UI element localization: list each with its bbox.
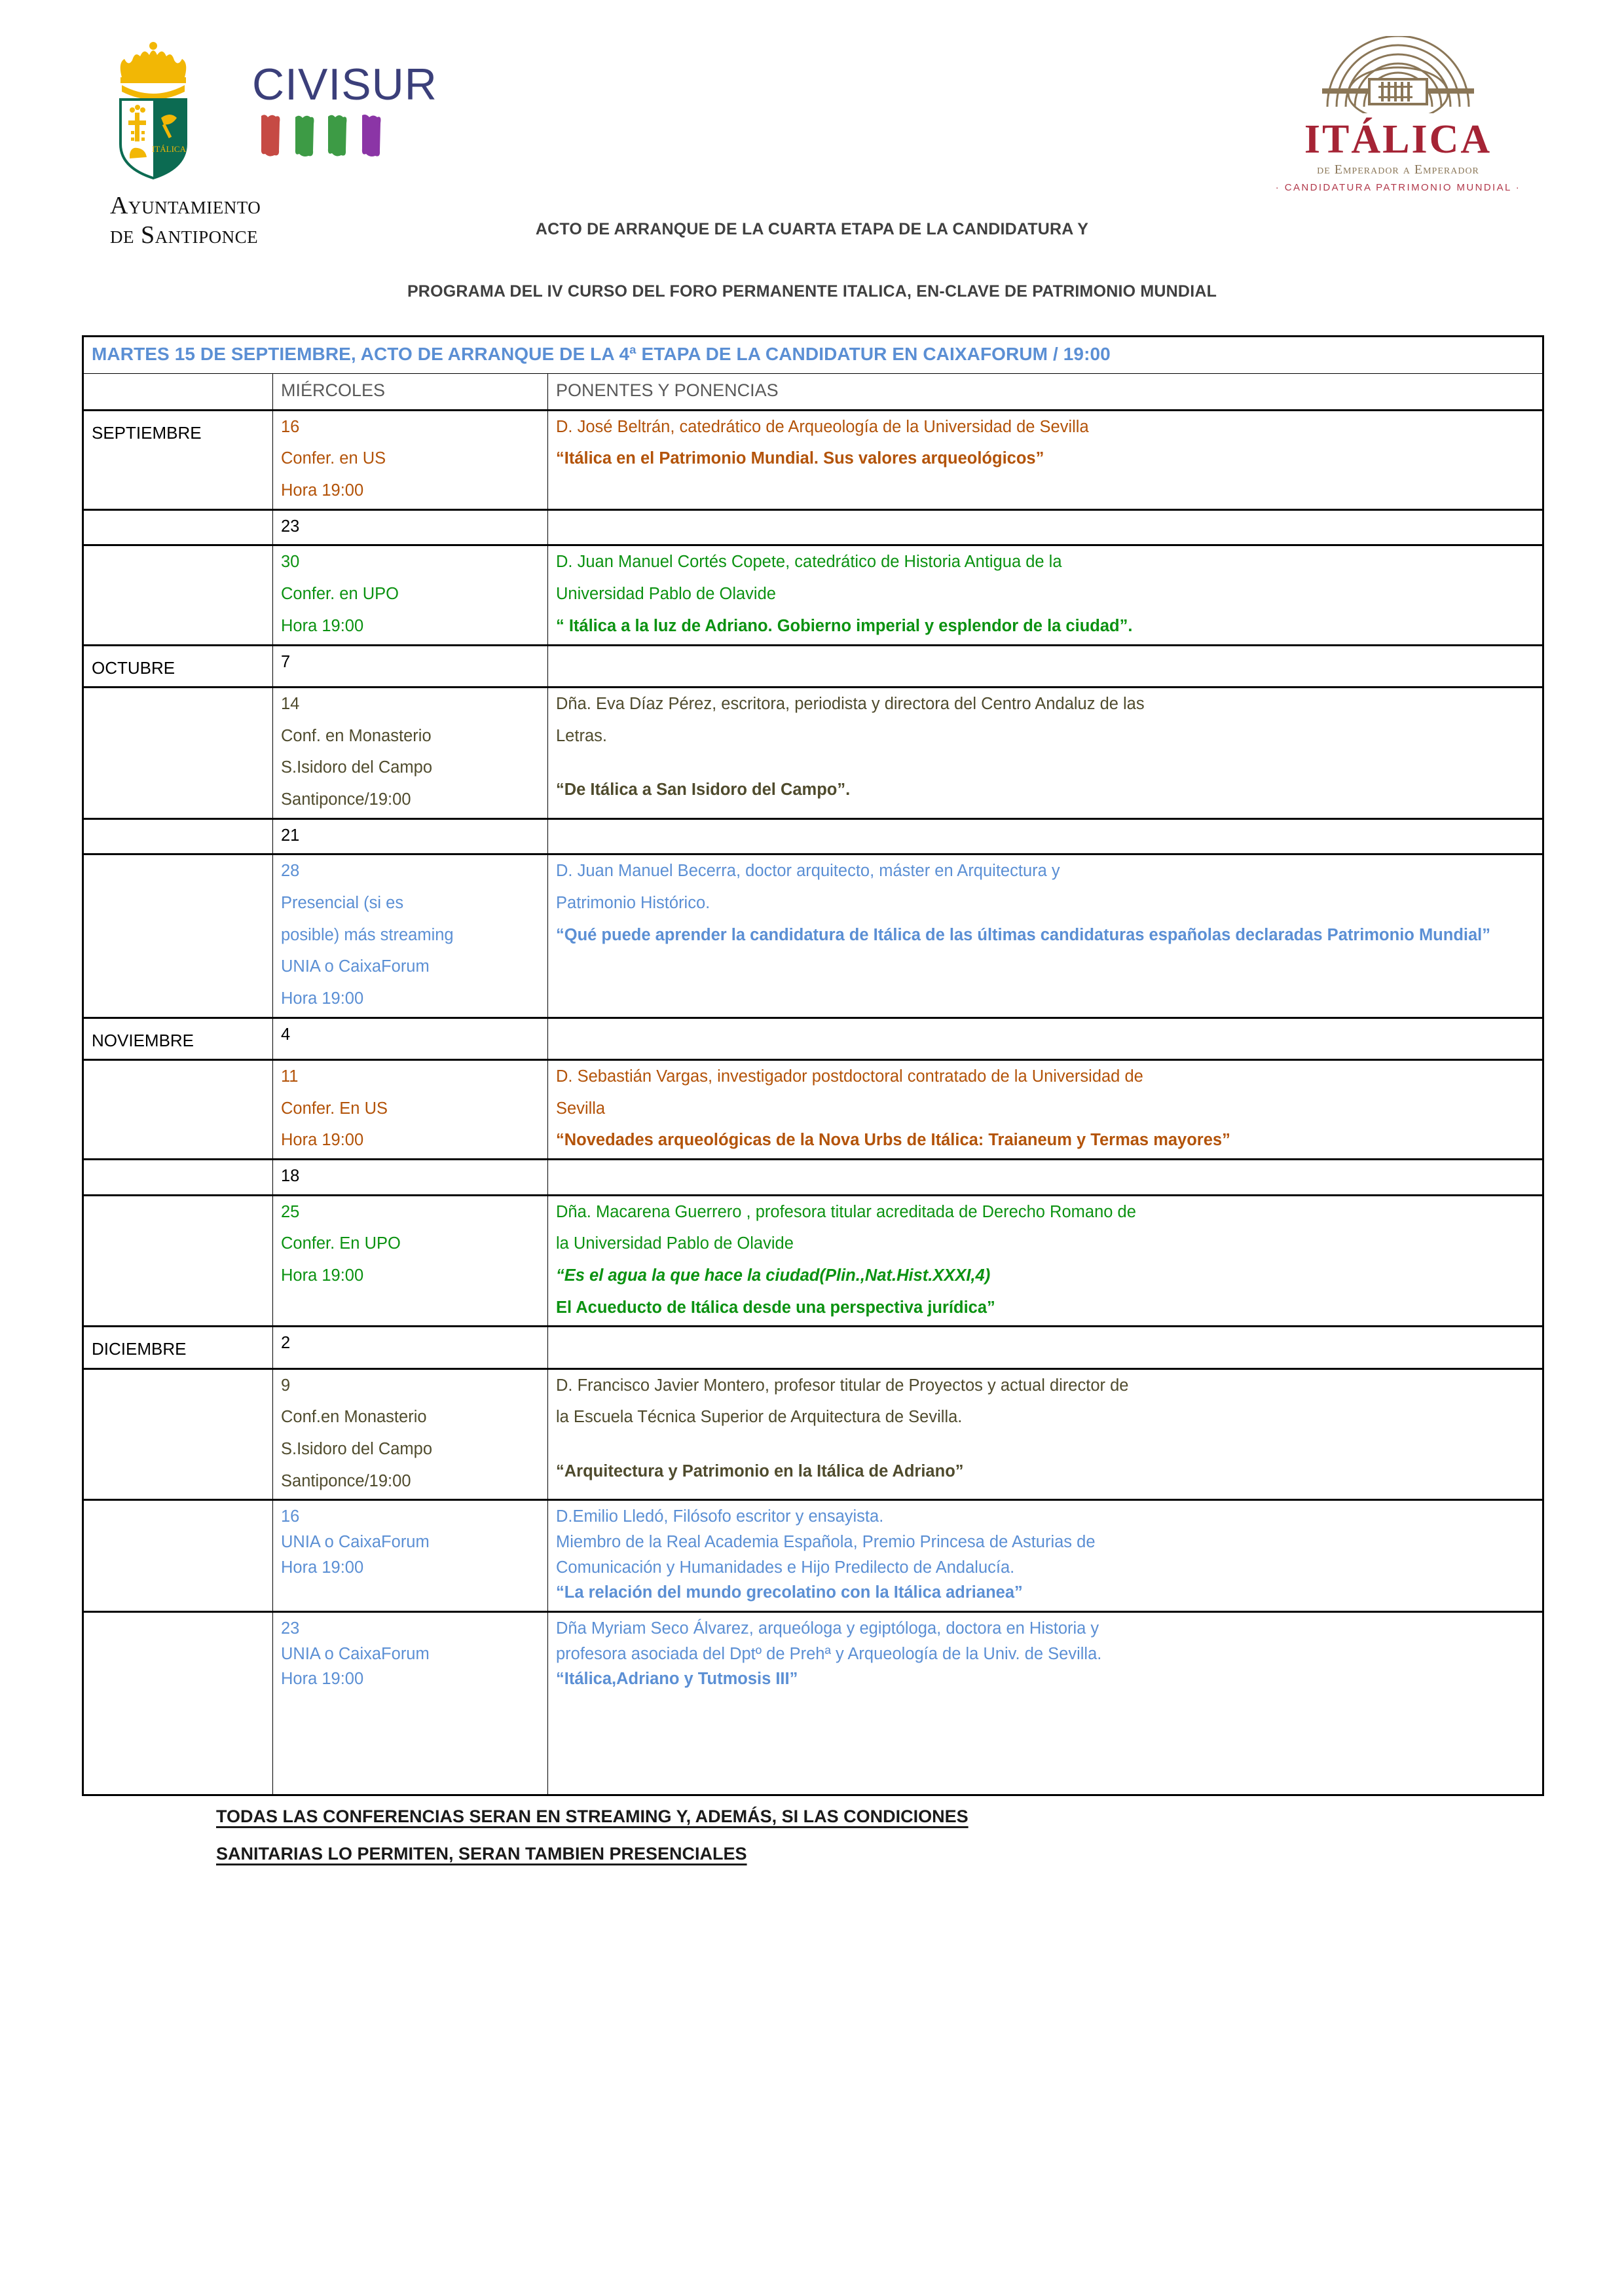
schedule-table-wrapper	[82, 335, 1542, 1796]
speaker-line: D. Sebastián Vargas, investigador postdoctoral contratado de la Universidad de	[556, 1067, 1143, 1086]
month-label: OCTUBRE	[92, 657, 175, 678]
talk-title: “Novedades arqueológicas de la Nova Urbs de Itálica: Traianeum y Termas mayores”	[556, 1131, 1230, 1150]
cell-speaker	[548, 1059, 1543, 1159]
table-row	[83, 818, 1543, 854]
day-number: 14	[281, 694, 300, 713]
day-number: 23	[281, 517, 300, 536]
talk-title: “Itálica,Adriano y Tutmosis III”	[556, 1670, 798, 1689]
cell-month	[83, 1500, 273, 1612]
cell-day-venue	[273, 545, 548, 645]
month-label	[92, 1505, 265, 1511]
cell-speaker	[548, 687, 1543, 818]
cell-speaker	[548, 1018, 1543, 1059]
italica-candidatura-label: · CANDIDATURA PATRIMONIO MUNDIAL ·	[1275, 182, 1521, 193]
cell-speaker	[548, 854, 1543, 1018]
venue-line: Hora 19:00	[281, 481, 364, 500]
talk-title-line2: El Acueducto de Itálica desde una perspectiva jurídica”	[556, 1298, 995, 1317]
ayuntamiento-line2: de Santiponce	[110, 221, 259, 249]
speaker-line: la Escuela Técnica Superior de Arquitectura de Sevilla.	[556, 1408, 963, 1427]
venue-line: Hora 19:00	[281, 1131, 364, 1150]
italica-subtitle: de Emperador a Emperador	[1317, 162, 1479, 177]
venue-line: UNIA o CaixaForum	[281, 1644, 430, 1663]
cell-day-venue	[273, 687, 548, 818]
schedule-table-body	[83, 337, 1543, 1795]
month-label	[92, 824, 265, 830]
column-header-month	[83, 374, 273, 411]
cell-month	[83, 410, 273, 509]
santiponce-shield-icon	[98, 39, 210, 183]
venue-line: Hora 19:00	[281, 1558, 364, 1577]
month-label	[92, 860, 265, 866]
speaker-line: Miembro de la Real Academia Española, Premio Princesa de Asturias de	[556, 1533, 1096, 1552]
day-number: 7	[281, 652, 291, 671]
paragraph-spacer	[556, 756, 1534, 779]
table-row	[83, 545, 1543, 645]
talk-title: “La relación del mundo grecolatino con la Itálica adrianea”	[556, 1583, 1023, 1602]
cell-speaker	[548, 1612, 1543, 1795]
cell-day-venue	[273, 1612, 548, 1795]
cell-day-venue	[273, 854, 548, 1018]
speaker-line: Comunicación y Humanidades e Hijo Predilecto de Andalucía.	[556, 1558, 1015, 1577]
cell-month	[83, 545, 273, 645]
cell-month	[83, 818, 273, 854]
cell-month	[83, 1612, 273, 1795]
ayuntamiento-line1: Ayuntamiento	[110, 192, 261, 219]
cell-month	[83, 854, 273, 1018]
table-row	[83, 1612, 1543, 1795]
document-title-line2: PROGRAMA DEL IV CURSO DEL FORO PERMANENTE ITALICA, EN-CLAVE DE PATRIMONIO MUNDIAL	[407, 282, 1217, 301]
civisur-wordmark: CIVISUR	[252, 60, 437, 109]
table-row	[83, 1195, 1543, 1327]
speaker-line: D. Francisco Javier Montero, profesor titular de Proyectos y actual director de	[556, 1376, 1129, 1395]
month-label: NOVIEMBRE	[92, 1030, 194, 1050]
venue-line: UNIA o CaixaForum	[281, 957, 430, 976]
venue-line: Confer. En UPO	[281, 1234, 401, 1253]
table-row	[83, 854, 1543, 1018]
cell-speaker	[548, 1159, 1543, 1195]
table-row	[83, 1500, 1543, 1612]
paragraph-spacer	[556, 1438, 1534, 1460]
cell-month	[83, 1195, 273, 1327]
cell-month	[83, 1159, 273, 1195]
svg-text:ITÁLICA: ITÁLICA	[152, 144, 186, 154]
day-number: 9	[281, 1376, 291, 1395]
table-banner-row	[83, 337, 1543, 374]
cell-month	[83, 1059, 273, 1159]
venue-line: Hora 19:00	[281, 1266, 364, 1285]
column-header-weekday-label: MIÉRCOLES	[281, 380, 386, 401]
day-number: 25	[281, 1202, 300, 1221]
speaker-line: Sevilla	[556, 1099, 606, 1118]
cell-speaker	[548, 509, 1543, 545]
table-row	[83, 509, 1543, 545]
month-label	[92, 1201, 265, 1207]
speaker-line: D. José Beltrán, catedrático de Arqueología de la Universidad de Sevilla	[556, 417, 1089, 436]
talk-title: “Itálica en el Patrimonio Mundial. Sus valores arqueológicos”	[556, 449, 1044, 468]
table-row	[83, 1368, 1543, 1500]
cell-speaker	[548, 410, 1543, 509]
day-number: 28	[281, 862, 300, 881]
table-row	[83, 687, 1543, 818]
month-label	[92, 693, 265, 699]
footer-line1: TODAS LAS CONFERENCIAS SERAN EN STREAMING Y, ADEMÁS, SI LAS CONDICIONES	[216, 1807, 969, 1827]
cell-day-venue	[273, 645, 548, 687]
italica-arch-icon	[1313, 105, 1483, 116]
cell-month	[83, 645, 273, 687]
speaker-line: D.Emilio Lledó, Filósofo escritor y ensayista.	[556, 1507, 884, 1526]
cell-day-venue	[273, 1368, 548, 1500]
cell-day-venue	[273, 410, 548, 509]
table-row	[83, 1018, 1543, 1059]
talk-title: “ Itálica a la luz de Adriano. Gobierno imperial y esplendor de la ciudad”.	[556, 616, 1133, 635]
cell-speaker	[548, 818, 1543, 854]
cell-day-venue	[273, 1500, 548, 1612]
cell-day-venue	[273, 1059, 548, 1159]
cell-day-venue	[273, 1327, 548, 1368]
cell-month	[83, 687, 273, 818]
day-number: 2	[281, 1334, 291, 1353]
speaker-line: Dña. Macarena Guerrero , profesora titular acreditada de Derecho Romano de	[556, 1202, 1136, 1221]
cell-speaker	[548, 1327, 1543, 1368]
venue-line: UNIA o CaixaForum	[281, 1533, 430, 1552]
venue-line: Hora 19:00	[281, 989, 364, 1008]
venue-line: Hora 19:00	[281, 616, 364, 635]
table-row	[83, 1327, 1543, 1368]
italica-wordmark: ITÁLICA	[1304, 117, 1492, 162]
table-header-row	[83, 374, 1543, 411]
venue-line: Presencial (si es	[281, 893, 404, 912]
speaker-line: la Universidad Pablo de Olavide	[556, 1234, 794, 1253]
cell-day-venue	[273, 1018, 548, 1059]
speaker-line: Universidad Pablo de Olavide	[556, 585, 776, 604]
speaker-line: D. Juan Manuel Becerra, doctor arquitecto, máster en Arquitectura y	[556, 862, 1060, 881]
month-label	[92, 515, 265, 521]
day-number: 16	[281, 417, 300, 436]
footer-line2: SANITARIAS LO PERMITEN, SERAN TAMBIEN PRESENCIALES	[216, 1844, 747, 1864]
cell-speaker	[548, 645, 1543, 687]
venue-line: Confer. en UPO	[281, 585, 399, 604]
column-header-weekday	[273, 374, 548, 411]
cell-day-venue	[273, 1195, 548, 1327]
document-footer	[216, 1807, 1460, 1864]
speaker-line: Dña. Eva Díaz Pérez, escritora, periodista y directora del Centro Andaluz de las	[556, 694, 1145, 713]
cell-month	[83, 1327, 273, 1368]
venue-line: S.Isidoro del Campo	[281, 1440, 433, 1459]
table-row	[83, 1059, 1543, 1159]
month-label	[92, 1165, 265, 1171]
civisur-brush-strokes-icon	[257, 113, 435, 158]
table-row	[83, 1159, 1543, 1195]
day-number: 11	[281, 1067, 299, 1086]
month-label: SEPTIEMBRE	[92, 422, 202, 443]
ayuntamiento-label	[110, 191, 261, 250]
speaker-line: Patrimonio Histórico.	[556, 893, 710, 912]
venue-line: Confer. En US	[281, 1099, 388, 1118]
venue-line: Conf.en Monasterio	[281, 1408, 427, 1427]
venue-line: Santiponce/19:00	[281, 790, 411, 809]
month-label	[92, 1374, 265, 1380]
cell-speaker	[548, 1368, 1543, 1500]
month-label: DICIEMBRE	[92, 1339, 187, 1359]
document-title-line1: ACTO DE ARRANQUE DE LA CUARTA ETAPA DE LA CANDIDATURA Y	[535, 220, 1089, 238]
cell-speaker	[548, 1195, 1543, 1327]
month-label	[92, 1065, 265, 1071]
cell-day-venue	[273, 509, 548, 545]
day-number: 4	[281, 1025, 291, 1044]
day-number: 21	[281, 826, 300, 845]
table-row	[83, 410, 1543, 509]
cell-day-venue	[273, 1159, 548, 1195]
cell-day-venue	[273, 818, 548, 854]
venue-line: S.Isidoro del Campo	[281, 758, 433, 777]
speaker-line: profesora asociada del Dptº de Prehª y Arqueología de la Univ. de Sevilla.	[556, 1644, 1102, 1663]
cell-month	[83, 509, 273, 545]
month-label	[92, 551, 265, 557]
civisur-logo	[252, 62, 435, 158]
cell-speaker	[548, 545, 1543, 645]
italica-candidatura-logo	[1270, 36, 1526, 193]
venue-line: Conf. en Monasterio	[281, 726, 432, 745]
talk-title: “De Itálica a San Isidoro del Campo”.	[556, 780, 851, 799]
column-header-speakers	[548, 374, 1543, 411]
cell-month	[83, 1368, 273, 1500]
banner-cell	[83, 337, 1543, 374]
speaker-line: D. Juan Manuel Cortés Copete, catedrático de Historia Antigua de la	[556, 553, 1062, 572]
venue-line: Santiponce/19:00	[281, 1471, 411, 1490]
month-label	[92, 1617, 265, 1623]
day-number: 16	[281, 1507, 300, 1526]
talk-title: “Es el agua la que hace la ciudad(Plin.,Nat.Hist.XXXI,4)	[556, 1266, 991, 1285]
venue-line: Hora 19:00	[281, 1670, 364, 1689]
banner-text: MARTES 15 DE SEPTIEMBRE, ACTO DE ARRANQUE DE LA 4ª ETAPA DE LA CANDIDATUR EN CAIXAFORUM / 19:00	[92, 344, 1111, 364]
day-number: 23	[281, 1619, 300, 1638]
venue-line: posible) más streaming	[281, 925, 454, 944]
venue-line: Confer. en US	[281, 449, 386, 468]
schedule-table	[82, 335, 1544, 1796]
column-header-speakers-label: PONENTES Y PONENCIAS	[556, 380, 779, 401]
cell-month	[83, 1018, 273, 1059]
speaker-line: Dña Myriam Seco Álvarez, arqueóloga y egiptóloga, doctora en Historia y	[556, 1619, 1099, 1638]
talk-title: “Arquitectura y Patrimonio en la Itálica de Adriano”	[556, 1462, 964, 1481]
day-number: 30	[281, 553, 300, 572]
talk-title: “Qué puede aprender la candidatura de Itálica de las últimas candidaturas españolas declaradas Patrimonio Mundial”	[556, 925, 1491, 944]
table-row	[83, 645, 1543, 687]
speaker-line: Letras.	[556, 726, 607, 745]
cell-speaker	[548, 1500, 1543, 1612]
day-number: 18	[281, 1166, 300, 1185]
